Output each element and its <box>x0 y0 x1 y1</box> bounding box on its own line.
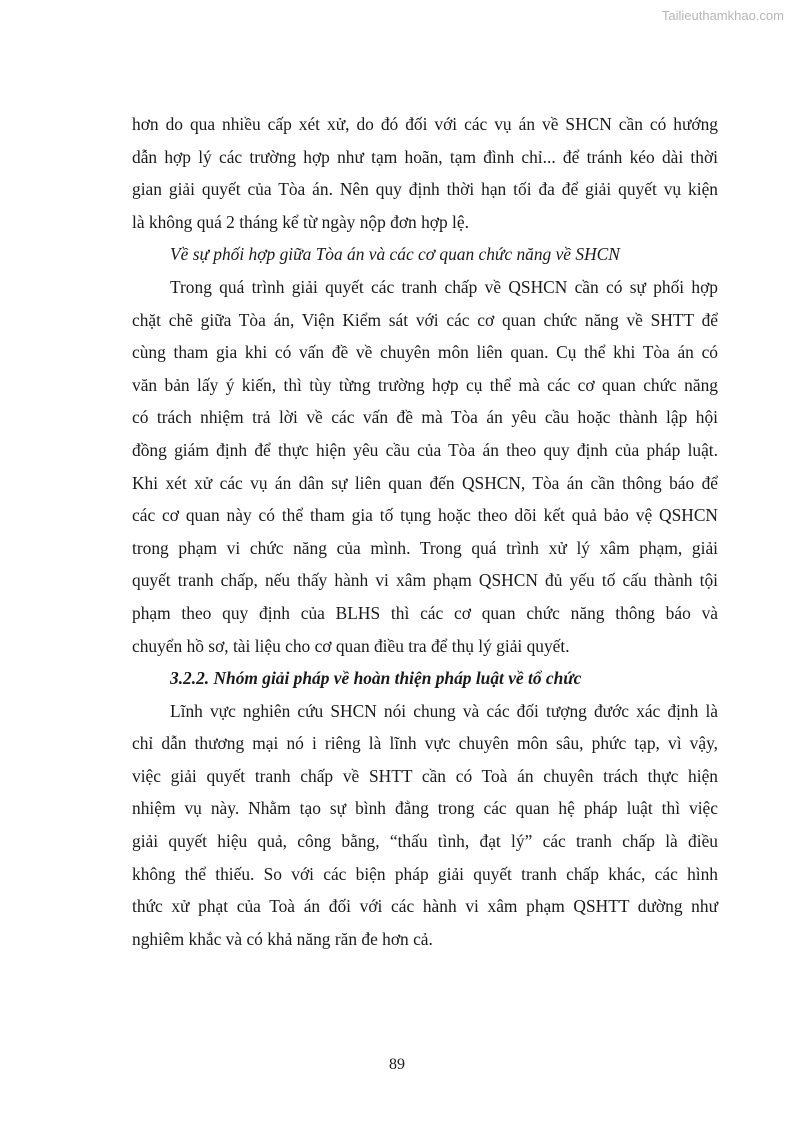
text-line: không thể thiếu. So với các biện pháp giải quyết tranh chấp khác, các hình <box>132 863 718 884</box>
paragraph-coordination <box>132 271 718 662</box>
text-line: cùng tham gia khi có vấn đề về chuyên môn liên quan. Cụ thể khi Tòa án có <box>132 342 718 363</box>
section-heading-3-2-2 <box>132 662 718 695</box>
text-line: nhiệm vụ này. Nhằm tạo sự bình đẳng trong các quan hệ pháp luật thì việc <box>132 798 718 819</box>
text-line: nghiêm khắc và có khả năng răn đe hơn cả. <box>132 928 433 949</box>
text-line: Trong quá trình giải quyết các tranh chấp về QSHCN cần có sự phối hợp <box>170 276 718 297</box>
text-line: các cơ quan này có thể tham gia tố tụng hoặc theo dõi kết quả bảo vệ QSHCN <box>132 505 718 526</box>
text-line: thức xử phạt của Toà án đối với các hành vi xâm phạm QSHTT dường như <box>132 896 718 917</box>
section-heading-text: 3.2.2. Nhóm giải pháp về hoàn thiện pháp luật về tổ chức <box>170 668 582 689</box>
text-line: đồng giám định để thực hiện yêu cầu của Tòa án theo quy định của pháp luật. <box>132 439 718 460</box>
text-line: trong phạm vi chức năng của mình. Trong quá trình xử lý xâm phạm, giải <box>132 537 718 558</box>
text-line: chặt chẽ giữa Tòa án, Viện Kiểm sát với các cơ quan chức năng về SHTT để <box>132 309 718 330</box>
text-line: phạm theo quy định của BLHS thì các cơ quan chức năng thông báo và <box>132 602 718 623</box>
text-line: hơn do qua nhiều cấp xét xử, do đó đối với các vụ án về SHCN cần có hướng <box>132 114 718 134</box>
paragraph-continuation <box>132 108 718 238</box>
page-number: 89 <box>389 1056 405 1073</box>
text-line: việc giải quyết tranh chấp về SHTT cần có Toà án chuyên trách thực hiện <box>132 765 718 786</box>
text-line: dẫn hợp lý các trường hợp như tạm hoãn, tạm đình chỉ... để tránh kéo dài thời <box>132 146 718 167</box>
text-line: Lĩnh vực nghiên cứu SHCN nói chung và các đối tượng đước xác định là <box>170 700 718 721</box>
text-line: quyết tranh chấp, nếu thấy hành vi xâm phạm QSHCN đủ yếu tố cấu thành tội <box>132 570 718 591</box>
text-line: chỉ dẫn thương mại nó i riêng là lĩnh vực chuyên môn sâu, phức tạp, vì vậy, <box>132 733 718 754</box>
text-line: có trách nhiệm trả lời về các vấn đề mà Tòa án yêu cầu hoặc thành lập hội <box>132 407 718 428</box>
text-line: Khi xét xử các vụ án dân sự liên quan đến QSHCN, Tòa án cần thông báo để <box>132 472 718 493</box>
text-line: chuyển hồ sơ, tài liệu cho cơ quan điều tra để thụ lý giải quyết. <box>132 635 570 656</box>
text-line: giải quyết hiệu quả, công bằng, “thấu tình, đạt lý” các tranh chấp là điều <box>132 831 718 852</box>
text-line: là không quá 2 tháng kể từ ngày nộp đơn hợp lệ. <box>132 211 469 232</box>
text-line: văn bản lấy ý kiến, thì tùy từng trường hợp cụ thể mà các cơ quan chức năng <box>132 374 718 395</box>
text-line: gian giải quyết của Tòa án. Nên quy định thời hạn tối đa để giải quyết vụ kiện <box>132 179 718 200</box>
document-body <box>132 108 718 955</box>
subheading-text: Về sự phối hợp giữa Tòa án và các cơ quan chức năng về SHCN <box>170 244 620 265</box>
subheading-coordination <box>132 238 718 271</box>
watermark: Tailieuthamkhao.com <box>661 8 784 23</box>
paragraph-organization <box>132 695 718 956</box>
